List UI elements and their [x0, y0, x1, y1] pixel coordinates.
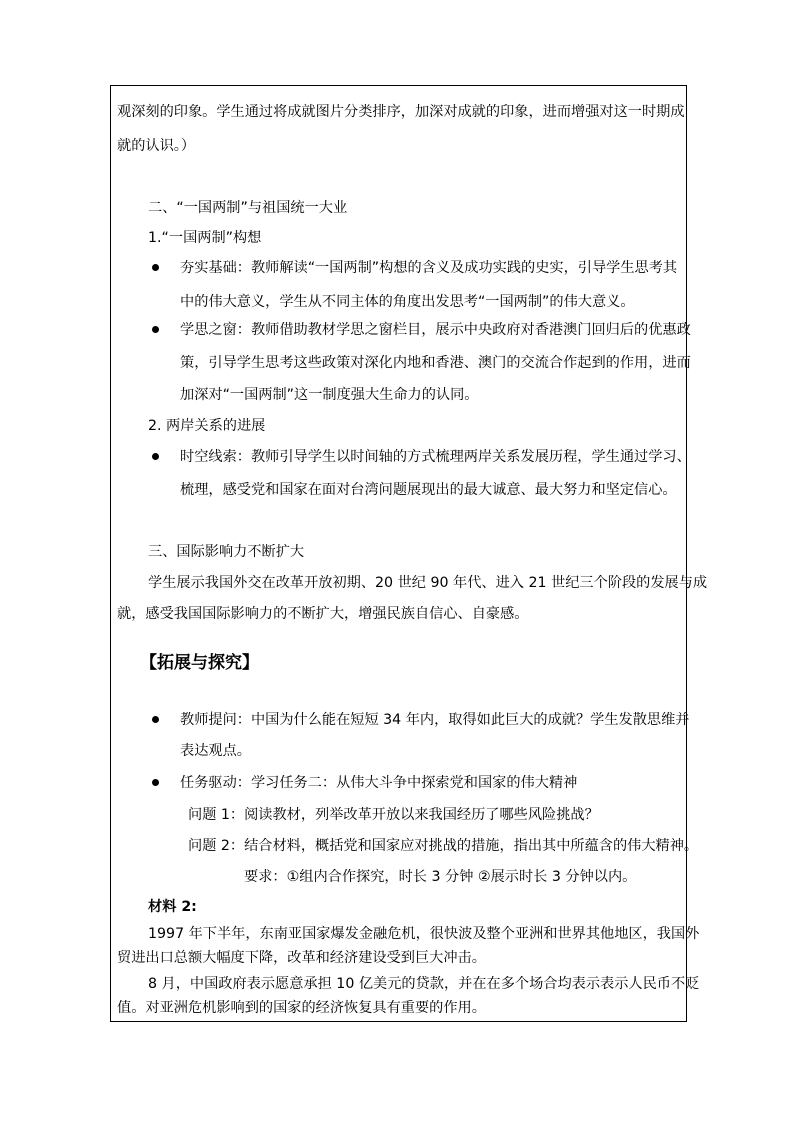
paragraph-line: 学生展示我国外交在改革开放初期、20 世纪 90 年代、进入 21 世纪三个阶段的发展与成 [148, 575, 708, 591]
bullet-icon [152, 716, 159, 723]
list-item-line: 梳理，感受党和国家在面对台湾问题展现出的最大诚意、最大努力和坚定信心。 [180, 482, 677, 498]
list-item-line: 表达观点。 [180, 743, 251, 759]
list-item-line: 教师提问：中国为什么能在短短 34 年内，取得如此巨大的成就？学生发散思维并 [180, 712, 690, 728]
list-item-line: 中的伟大意义，学生从不同主体的角度出发思考“一国两制”的伟大意义。 [180, 294, 635, 310]
section-2-subtitle-2: 2. 两岸关系的进展 [148, 418, 266, 434]
bullet-icon [152, 779, 159, 786]
list-item-line: 加深对“一国两制”这一制度强大生命力的认同。 [180, 387, 479, 403]
material-line: 值。对亚洲危机影响到的国家的经济恢复具有重要的作用。 [117, 1000, 486, 1016]
question-1: 问题 1：阅读教材，列举改革开放以来我国经历了哪些风险挑战？ [188, 807, 599, 823]
intro-line-2: 就的认识。） [117, 138, 196, 154]
requirement-line: 要求：①组内合作探究，时长 3 分钟 ②展示时长 3 分钟以内。 [244, 869, 637, 885]
list-item-line: 夯实基础：教师解读“一国两制”构想的含义及成功实践的史实，引导学生思考其 [180, 260, 678, 276]
section-2-subtitle-1: 1.“一国两制”构想 [148, 230, 262, 246]
material-line: 8 月，中国政府表示愿意承担 10 亿美元的贷款，并在在多个场合均表示表示人民币不贬 [148, 976, 700, 992]
list-item-line: 时空线索：教师引导学生以时间轴的方式梳理两岸关系发展历程，学生通过学习、 [180, 449, 691, 465]
material-label: 材料 2: [148, 899, 197, 915]
material-line: 贸进出口总额大幅度下降，改革和经济建设受到巨大冲击。 [117, 950, 486, 966]
paragraph-line: 就，感受我国国际影响力的不断扩大，增强民族自信心、自豪感。 [117, 606, 529, 622]
list-item-line: 策，引导学生思考这些政策对深化内地和香港、澳门的交流合作起到的作用，进而 [180, 355, 691, 371]
explore-heading: 【拓展与探究】 [140, 653, 259, 673]
bullet-icon [152, 264, 159, 271]
section-3-title: 三、国际影响力不断扩大 [148, 544, 305, 560]
bullet-icon [152, 453, 159, 460]
question-2: 问题 2：结合材料，概括党和国家应对挑战的措施，指出其中所蕴含的伟大精神。 [188, 838, 699, 854]
material-line: 1997 年下半年，东南亚国家爆发金融危机，很快波及整个亚洲和世界其他地区，我国外 [148, 926, 700, 942]
intro-line-1: 观深刻的印象。学生通过将成就图片分类排序，加深对成就的印象，进而增强对这一时期成 [117, 104, 685, 120]
list-item-line: 任务驱动：学习任务二：从伟大斗争中探索党和国家的伟大精神 [180, 775, 578, 791]
section-2-title: 二、“一国两制”与祖国统一大业 [148, 200, 348, 216]
list-item-line: 学思之窗：教师借助教材学思之窗栏目，展示中央政府对香港澳门回归后的优惠政 [180, 322, 691, 338]
bullet-icon [152, 326, 159, 333]
